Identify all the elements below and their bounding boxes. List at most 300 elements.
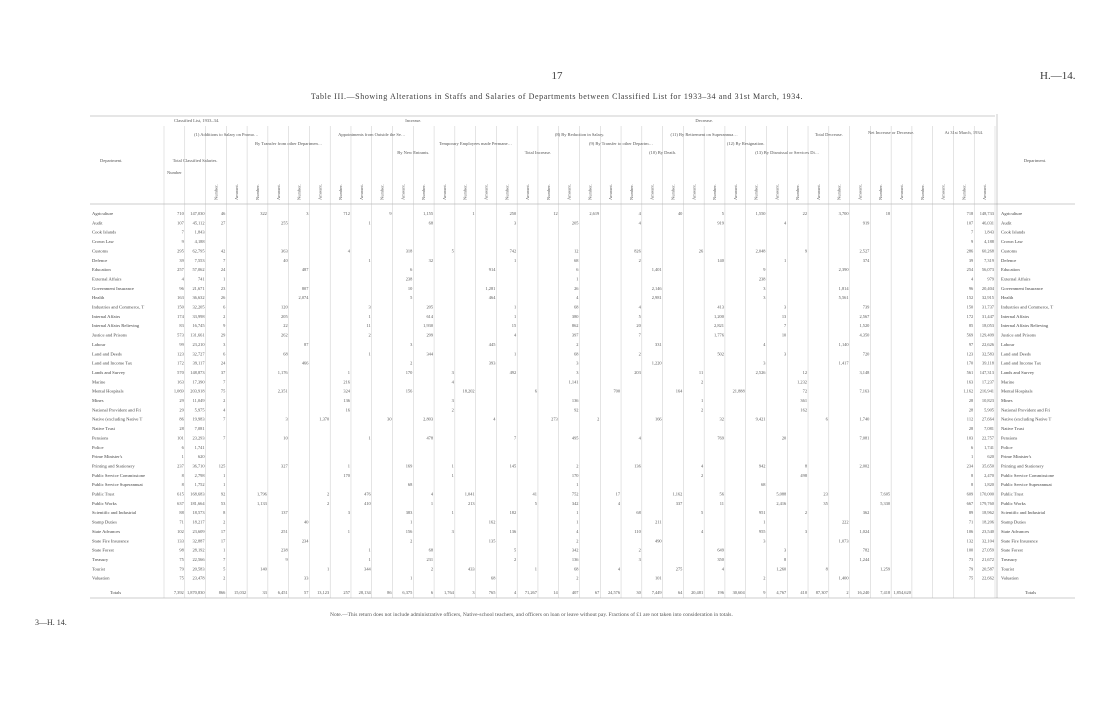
row-department: Customs <box>92 248 109 254</box>
cell-value: 4 <box>576 528 579 534</box>
cell-value: 72 <box>802 388 808 394</box>
cell-value: 40 <box>304 519 309 525</box>
cell-value: 2 <box>326 500 330 506</box>
cell-value: 410 <box>364 500 371 506</box>
cell-salaries: 45,112 <box>192 220 205 226</box>
cell-value: 609 <box>966 491 974 497</box>
cell-value: 10 <box>407 285 413 291</box>
header-col-label: Amount. <box>483 184 489 200</box>
cell-value: 11 <box>366 323 371 329</box>
cell-number: 6 <box>181 444 184 450</box>
cell-value: 106 <box>966 528 974 534</box>
cell-value: 216 <box>343 379 350 385</box>
cell-value: 327 <box>281 463 288 469</box>
header-col-label: Number. <box>628 184 634 200</box>
cell-value: 739 <box>862 304 870 310</box>
cell-number: 102 <box>177 528 184 534</box>
row-department: Native Trust <box>92 426 115 432</box>
cell-value: 170 <box>343 472 350 478</box>
cell-value: 5 <box>410 295 413 301</box>
cell-value: 1 <box>368 547 371 553</box>
header-col-label: Number. <box>878 184 884 200</box>
cell-value: 1,140 <box>838 341 849 347</box>
cell-value: 1 <box>326 566 330 572</box>
cell-value: 3,700 <box>838 211 849 216</box>
cell-value: 1 <box>472 211 475 216</box>
cell-value: 2 <box>410 538 413 544</box>
cell-value: 23 <box>823 491 828 497</box>
header-col-label: Number. <box>338 184 344 200</box>
cell-number: 295 <box>177 248 184 254</box>
cell-value: 68 <box>428 220 434 226</box>
totals-value: 1,764 <box>443 590 454 595</box>
cell-value: 3 <box>763 295 766 301</box>
totals-value: 4 <box>513 590 517 595</box>
cell-value: 1 <box>451 463 454 469</box>
cell-value: 2,619 <box>589 211 600 216</box>
cell-value: 1 <box>223 472 226 478</box>
cell-value: 2 <box>223 398 226 403</box>
cell-value: 7 <box>784 323 787 329</box>
cell-value: 9 <box>804 248 808 254</box>
cell-value: 7 <box>223 379 226 385</box>
cell-value: 1,073 <box>838 538 849 544</box>
cell-number: 150 <box>177 304 184 310</box>
cell-value: 7 <box>638 332 641 338</box>
cell-value: 16 <box>345 407 350 413</box>
header-col-label: Number. <box>836 184 842 200</box>
cell-number: 8 <box>181 482 184 488</box>
cell-value: 101 <box>655 575 662 581</box>
cell-value: 4 <box>638 220 641 226</box>
row-department-right: Public Service Superannuat <box>1001 482 1052 488</box>
cell-value: 129,409 <box>979 332 994 338</box>
cell-value: 162 <box>800 407 808 413</box>
totals-value: 6 <box>430 590 434 595</box>
cell-value: 205 <box>426 304 434 310</box>
header-net-increase: Net Increase or Decrease. <box>868 130 915 135</box>
cell-value: 3 <box>410 341 413 347</box>
cell-value: 4 <box>223 407 226 413</box>
row-department: Audit <box>92 220 103 226</box>
cell-salaries: 21,671 <box>192 285 205 291</box>
cell-value: 32 <box>428 257 434 263</box>
row-department-right: Land and Income Tax <box>1001 360 1042 366</box>
cell-value: 5 <box>223 566 226 572</box>
cell-number: 174 <box>177 313 184 319</box>
cell-value: 1,776 <box>714 332 724 338</box>
cell-value: 2,526 <box>755 369 766 375</box>
cell-value: 135 <box>488 538 496 544</box>
cell-value: 700 <box>613 388 621 394</box>
cell-value: 2 <box>700 379 704 385</box>
cell-value: 136 <box>343 398 350 403</box>
cell-value: 238 <box>281 547 288 553</box>
header-col-label: Number. <box>587 184 593 200</box>
cell-value: 1,400 <box>838 575 849 581</box>
header-subhead: (13) By Dismissal or Services Di… <box>755 150 820 155</box>
cell-value: 1 <box>576 519 579 525</box>
cell-value: 2 <box>804 510 808 516</box>
row-department-right: State Advances <box>1001 528 1030 534</box>
row-department-right: Valuation <box>1001 575 1019 581</box>
row-department: Education <box>92 267 111 273</box>
totals-value: 407 <box>571 590 579 595</box>
cell-value: 18,962 <box>981 510 994 516</box>
cell-value: 1 <box>368 220 371 226</box>
header-col-label: Number. <box>670 184 676 200</box>
cell-value: 433 <box>468 566 475 572</box>
cell-value: 2 <box>326 491 330 497</box>
totals-value: 28,134 <box>358 590 371 595</box>
totals-value: 257 <box>343 590 350 595</box>
cell-value: 1 <box>971 454 974 460</box>
cell-value: 322 <box>260 211 267 216</box>
totals-value: 1,854,620 <box>893 590 911 595</box>
row-department: Labour <box>92 341 106 347</box>
cell-value: 18,053 <box>981 323 994 329</box>
cell-number: 163 <box>177 295 184 301</box>
cell-number: 107 <box>177 220 184 226</box>
cell-value: 68 <box>283 351 288 357</box>
cell-value: 2 <box>700 407 704 413</box>
cell-value: 1,155 <box>423 211 434 216</box>
cell-value: 1 <box>410 575 413 581</box>
header-col-label: Number. <box>919 184 925 200</box>
cell-value: 28 <box>968 398 974 403</box>
cell-value: 12 <box>553 211 558 216</box>
totals-value: 30 <box>636 590 641 595</box>
header-subhead: (12) By Resignation. <box>726 141 765 146</box>
cell-number: 99 <box>179 341 184 347</box>
row-department: Mental Hospitals <box>92 388 124 394</box>
cell-value: 478 <box>426 435 434 441</box>
row-department-right: Native Trust <box>1001 426 1024 432</box>
cell-value: 1,814 <box>838 285 849 291</box>
cell-value: 71 <box>968 519 974 525</box>
cell-value: 361 <box>800 398 808 403</box>
cell-value: 10,823 <box>981 398 994 403</box>
header-subhead: By Transfer from other Departmen… <box>255 141 323 146</box>
row-department: Crown Law <box>92 239 114 245</box>
cell-value: 30 <box>387 416 392 422</box>
cell-value: 22,757 <box>981 435 994 441</box>
row-department-right: Agriculture <box>1001 211 1023 216</box>
cell-value: 919 <box>717 220 724 226</box>
cell-value: 169 <box>405 463 413 469</box>
cell-number: 98 <box>179 547 184 553</box>
totals-value: 3 <box>472 590 475 595</box>
cell-value: 68 <box>491 575 496 581</box>
cell-value: 1 <box>534 566 537 572</box>
cell-value: 92 <box>574 407 579 413</box>
cell-value: 20,404 <box>981 285 994 291</box>
cell-value: 17 <box>615 491 621 497</box>
cell-value: 234 <box>966 463 974 469</box>
row-department-right: Industries and Commerce, T <box>1001 304 1054 310</box>
cell-value: 110 <box>634 528 641 534</box>
cell-value: 11 <box>719 500 724 506</box>
cell-value: 22,626 <box>981 341 994 347</box>
cell-salaries: 16,745 <box>192 323 205 329</box>
cell-number: 7 <box>181 229 184 235</box>
row-department-right: Health <box>1001 295 1014 301</box>
header-col-label: Number. <box>753 184 759 200</box>
cell-value: 46 <box>220 211 226 216</box>
totals-value: 4,767 <box>776 590 787 595</box>
cell-value: 92 <box>220 491 226 497</box>
cell-value: 5 <box>638 313 641 319</box>
cell-value: 7,163 <box>859 388 870 394</box>
totals-value: 20,481 <box>691 590 704 595</box>
cell-value: 21,672 <box>981 556 994 562</box>
cell-value: 4 <box>700 463 704 469</box>
cell-value: 2,146 <box>651 285 662 291</box>
table-note: Note.—This return does not include administrative officers, Native-school teachers, and officers on loan or leave without pay. Fractions of £1 are not taken into consideration in totals. <box>330 612 733 618</box>
cell-value: 1,843 <box>984 229 994 235</box>
totals-value: 7,418 <box>880 590 891 595</box>
header-col-label: Amount. <box>608 184 614 200</box>
cell-value: 561 <box>966 369 974 375</box>
cell-value: 3 <box>763 360 766 366</box>
cell-value: 9 <box>285 556 288 562</box>
totals-value: 14 <box>553 590 558 595</box>
cell-salaries: 7,081 <box>194 426 205 432</box>
cell-salaries: 1,752 <box>194 482 205 488</box>
cell-value: 3 <box>638 556 641 562</box>
row-department: Justice and Prisons <box>92 332 127 338</box>
cell-number: 172 <box>177 360 184 366</box>
row-department-right: Scientific and Industrial <box>1001 510 1046 516</box>
row-department-right: State Fire Insurance <box>1001 538 1038 544</box>
cell-value: 5 <box>721 211 724 216</box>
cell-value: 2,981 <box>651 295 662 301</box>
totals-label-right: Totals <box>1025 590 1037 595</box>
cell-value: 5,561 <box>838 295 849 301</box>
cell-value: 2,821 <box>714 323 724 329</box>
cell-value: 4 <box>347 248 350 254</box>
cell-value: 213 <box>468 500 475 506</box>
cell-value: 234 <box>301 538 309 544</box>
cell-value: 27,664 <box>981 416 994 422</box>
cell-value: 1 <box>451 510 454 516</box>
cell-salaries: 23,293 <box>192 435 205 441</box>
row-department-right: Customs <box>1001 248 1018 254</box>
cell-value: 2 <box>223 313 226 319</box>
row-department: Cook Islands <box>92 229 117 235</box>
cell-value: 75 <box>968 575 974 581</box>
cell-value: 27 <box>220 220 226 226</box>
cell-value: 140 <box>260 566 267 572</box>
row-department-right: Cook Islands <box>1001 229 1026 235</box>
cell-value: 2 <box>223 575 226 581</box>
cell-value: 1 <box>576 510 579 516</box>
row-department-right: Public Trust <box>1001 491 1024 497</box>
header-subhead: Total Increase. <box>524 150 552 155</box>
cell-value: 5,088 <box>776 491 787 497</box>
totals-value: 1,870,830 <box>186 590 205 595</box>
cell-value: 979 <box>987 276 994 282</box>
cell-value: 170,000 <box>979 491 994 497</box>
cell-value: 2 <box>638 547 641 553</box>
cell-value: 79 <box>968 566 974 572</box>
cell-value: 8 <box>825 566 828 572</box>
cell-value: 919 <box>862 220 870 226</box>
header-col-label: Number. <box>795 184 801 200</box>
cell-value: 720 <box>862 351 870 357</box>
cell-value: 156 <box>405 388 413 394</box>
cell-value: 4 <box>617 566 621 572</box>
cell-salaries: 57,062 <box>192 267 205 273</box>
row-department-right: State Forest <box>1001 547 1023 553</box>
cell-value: 951 <box>758 510 766 516</box>
totals-value: 866 <box>218 590 226 595</box>
cell-value: 172 <box>966 313 974 319</box>
row-department-right: Labour <box>1001 341 1015 347</box>
cell-value: 712 <box>343 211 350 216</box>
cell-value: 42 <box>220 248 226 254</box>
cell-salaries: 32,205 <box>192 304 205 310</box>
cell-value: 769 <box>717 435 724 441</box>
row-department-right: Public Works <box>1001 500 1026 506</box>
header-col-label: Amount. <box>732 184 738 200</box>
cell-value: 1 <box>513 351 517 357</box>
cell-value: 18,202 <box>462 388 475 394</box>
cell-number: 79 <box>179 566 184 572</box>
cell-value: 8 <box>804 463 808 469</box>
cell-value: 170 <box>966 360 974 366</box>
cell-salaries: 1,741 <box>194 444 205 450</box>
row-department: Industries and Commerce, T <box>92 304 145 310</box>
cell-value: 1 <box>223 276 226 282</box>
cell-value: 32 <box>719 416 724 422</box>
cell-value: 1 <box>347 463 350 469</box>
cell-value: 5 <box>451 248 454 254</box>
cell-number: 710 <box>177 211 184 216</box>
page-number: 17 <box>551 70 563 82</box>
cell-value: 9 <box>389 211 392 216</box>
cell-value: 4,350 <box>859 332 870 338</box>
cell-value: 8 <box>784 556 787 562</box>
cell-value: 4 <box>576 295 579 301</box>
cell-value: 275 <box>675 566 683 572</box>
cell-value: 3 <box>347 510 350 516</box>
cell-value: 1 <box>763 519 766 525</box>
cell-value: 492 <box>509 369 517 375</box>
cell-value: 782 <box>862 547 870 553</box>
cell-value: 60,268 <box>981 248 994 254</box>
cell-value: 8 <box>971 472 974 478</box>
page-code: H.—14. <box>1040 70 1076 82</box>
cell-value: 1,141 <box>568 379 579 385</box>
cell-value: 40 <box>283 257 288 263</box>
cell-value: 254 <box>966 267 974 273</box>
cell-value: 1 <box>347 369 350 375</box>
cell-value: 29 <box>220 332 226 338</box>
cell-value: 2 <box>368 332 371 338</box>
cell-value: 136 <box>571 556 579 562</box>
cell-value: 2,567 <box>859 313 870 319</box>
cell-value: 4 <box>638 211 641 216</box>
cell-value: 164 <box>675 388 683 394</box>
cell-value: 20 <box>781 435 787 441</box>
cell-value: 498 <box>800 472 808 478</box>
cell-salaries: 62,795 <box>192 248 205 254</box>
cell-value: 1,176 <box>277 369 288 375</box>
cell-value: 12 <box>574 248 579 254</box>
cell-value: 40 <box>677 211 683 216</box>
header-subhead: (11) By Retirement on Superannua… <box>670 132 738 137</box>
cell-number: 1,069 <box>173 388 184 394</box>
cell-value: 216,941 <box>979 388 994 394</box>
row-department: Public Works <box>92 500 117 506</box>
cell-value: 3 <box>576 360 579 366</box>
cell-value: 5,330 <box>880 500 891 506</box>
cell-number: 1 <box>181 454 184 460</box>
header-col-label: Number. <box>504 184 510 200</box>
cell-value: 1,244 <box>859 556 870 562</box>
cell-value: 3 <box>576 369 579 375</box>
cell-salaries: 11,049 <box>192 398 205 403</box>
header-col-label: Amount. <box>774 184 780 200</box>
cell-value: 4 <box>430 491 434 497</box>
totals-value: 67 <box>594 590 600 595</box>
cell-value: 2 <box>638 351 641 357</box>
cell-value: 9 <box>971 239 974 245</box>
header-col-label: Amount. <box>940 184 946 200</box>
row-department: Mines <box>92 398 104 403</box>
cell-number: 573 <box>177 332 184 338</box>
row-department-right: Prime Minister's <box>1001 454 1032 460</box>
header-department-right: Department. <box>1023 158 1047 163</box>
header-col-label: Amount. <box>899 184 905 200</box>
cell-value: 24 <box>220 267 226 273</box>
cell-value: 26 <box>574 285 579 291</box>
totals-value: 410 <box>800 590 808 595</box>
cell-value: 17 <box>220 538 226 544</box>
cell-value: 1,741 <box>984 444 994 450</box>
cell-value: 4,188 <box>984 239 994 245</box>
cell-value: 1,162 <box>672 491 683 497</box>
row-department: Public Trust <box>92 491 115 497</box>
cell-value: 1 <box>368 435 371 441</box>
cell-value: 4 <box>971 276 974 282</box>
cell-value: 7 <box>513 435 517 441</box>
header-subhead: Temporary Employees made Permane… <box>439 141 513 146</box>
cell-salaries: 32,727 <box>192 351 205 357</box>
cell-number: 71 <box>179 519 184 525</box>
cell-value: 942 <box>758 463 766 469</box>
cell-value: 1,417 <box>838 360 849 366</box>
row-department: Native (excluding Native T <box>92 416 143 422</box>
footer-code: 3—H. 14. <box>35 618 67 627</box>
cell-value: 3 <box>763 285 766 291</box>
cell-value: 1 <box>513 313 517 319</box>
cell-value: 2 <box>576 575 579 581</box>
cell-number: 29 <box>179 398 184 403</box>
cell-value: 2 <box>410 360 413 366</box>
row-department-right: Tourist <box>1001 566 1014 572</box>
cell-value: 2 <box>576 463 579 469</box>
cell-value: 6 <box>410 267 413 273</box>
cell-value: 203 <box>634 369 641 375</box>
cell-value: 31,737 <box>981 304 994 310</box>
cell-number: 637 <box>177 500 184 506</box>
cell-value: 487 <box>301 267 309 273</box>
cell-value: 826 <box>634 248 641 254</box>
cell-salaries: 18,217 <box>192 519 205 525</box>
cell-value: 68 <box>574 257 579 263</box>
